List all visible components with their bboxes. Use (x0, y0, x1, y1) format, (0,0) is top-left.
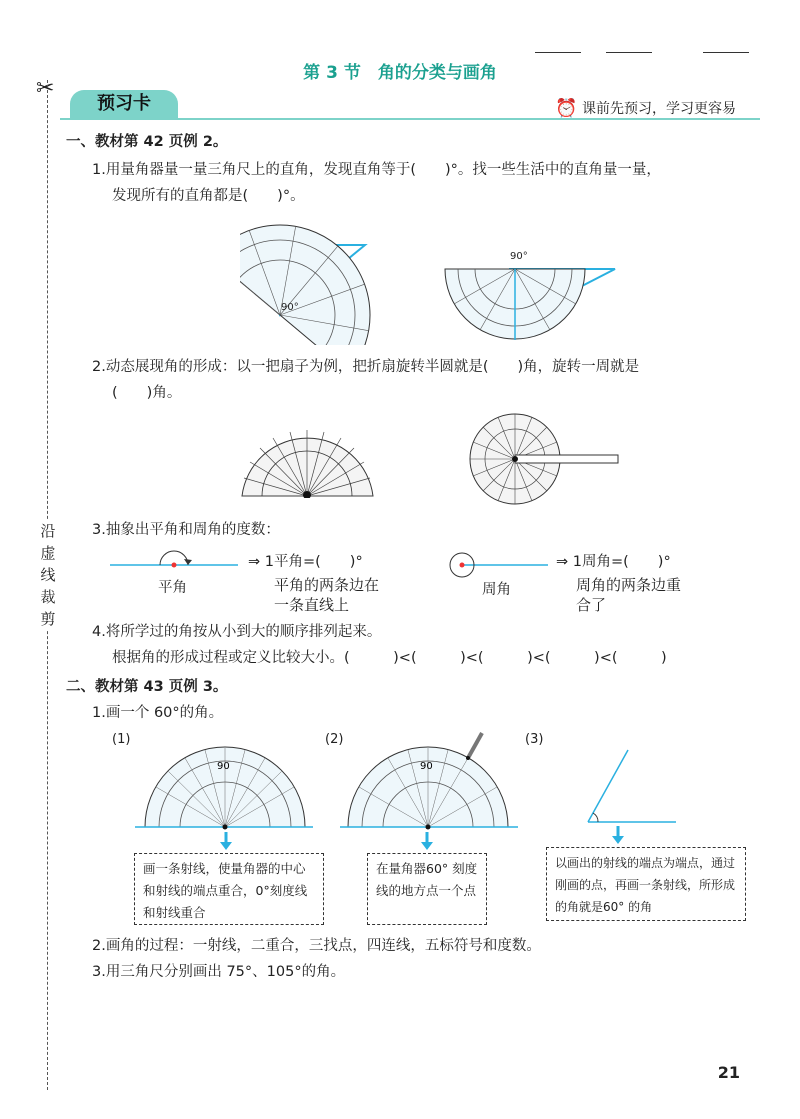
flat-angle-label: 平角 (158, 580, 187, 596)
q1-line1: 1.用量角器量一量三角尺上的直角，发现直角等于( )°。找一些生活中的直角量一量， (92, 162, 661, 178)
step1-number: (1) (112, 732, 131, 747)
top-rule-1 (535, 52, 581, 53)
s2-q2: 2.画角的过程：一射线，二重合，三找点，四连线，五标符号和度数。 (92, 938, 541, 954)
section1-heading: 一、教材第 42 页例 2。 (66, 134, 228, 150)
fig1-label-a: 90° (281, 302, 299, 313)
scissors-icon: ✂ (36, 76, 55, 101)
arrow-down-icon (419, 832, 435, 852)
fig1-label-b: 90° (510, 251, 528, 262)
preview-tag: 预习卡 (70, 90, 178, 118)
flat-angle-desc-2: 一条直线上 (274, 596, 350, 614)
svg-text:90: 90 (420, 761, 433, 772)
arrow-down-icon (610, 826, 626, 846)
cut-instruction: 沿虚线裁剪 (38, 520, 58, 630)
q2-line1: 2.动态展现角的形成：以一把扇子为例，把折扇旋转半圆就是( )角，旋转一周就是 (92, 359, 640, 375)
full-fan-figure (468, 412, 620, 506)
s2-q3: 3.用三角尺分别画出 75°、105°的角。 (92, 964, 346, 980)
step3-number: (3) (525, 732, 544, 747)
q3: 3.抽象出平角和周角的度数： (92, 522, 280, 538)
flat-angle-desc-1: 平角的两条边在 (274, 576, 380, 594)
flat-angle-equation: ⇒ 1平角=( )° (248, 554, 363, 570)
q4-line1: 4.将所学过的角按从小到大的顺序排列起来。 (92, 624, 382, 640)
round-angle-equation: ⇒ 1周角=( )° (556, 554, 671, 570)
top-rule-2 (606, 52, 652, 53)
round-angle-desc-2: 合了 (576, 596, 607, 614)
q4-line2: 根据角的形成过程或定义比较大小。( )<( )<( )<( )<( ) (112, 650, 667, 666)
q2-line2: ( )角。 (112, 385, 182, 401)
step2-number: (2) (325, 732, 344, 747)
protractor-step1 (135, 745, 315, 845)
chapter-title: 第 3 节 角的分类与画角 (303, 63, 497, 83)
round-angle-desc-1: 周角的两条边重 (576, 576, 682, 594)
step1-box: 画一条射线，使量角器的中心和射线的端点重合，0°刻度线和射线重合 (134, 853, 324, 925)
flat-angle-diagram (108, 545, 240, 575)
protractor-triangle-figure-1 (240, 220, 380, 345)
alarm-clock-icon: ⏰ (555, 98, 578, 119)
step3-box: 以画出的射线的端点为端点，通过刚画的点，再画一条射线，所形成的角就是60° 的角 (546, 847, 746, 921)
protractor-step2 (340, 730, 520, 845)
slogan: 课前先预习，学习更容易 (582, 101, 736, 117)
page-number: 21 (717, 1063, 740, 1082)
svg-text:90: 90 (217, 761, 230, 772)
round-angle-diagram (446, 545, 550, 579)
top-rule-3 (703, 52, 749, 53)
q1-line2: 发现所有的直角都是( )°。 (112, 188, 305, 204)
step2-box: 在量角器60° 刻度线的地方点一个点 (367, 853, 487, 925)
round-angle-label: 周角 (482, 582, 511, 598)
section2-heading: 二、教材第 43 页例 3。 (66, 679, 228, 695)
half-fan-figure (240, 418, 375, 498)
protractor-triangle-figure-2 (440, 255, 620, 345)
arrow-down-icon (218, 832, 234, 852)
s2-q1: 1.画一个 60°的角。 (92, 705, 224, 721)
sixty-degree-angle (580, 745, 680, 830)
